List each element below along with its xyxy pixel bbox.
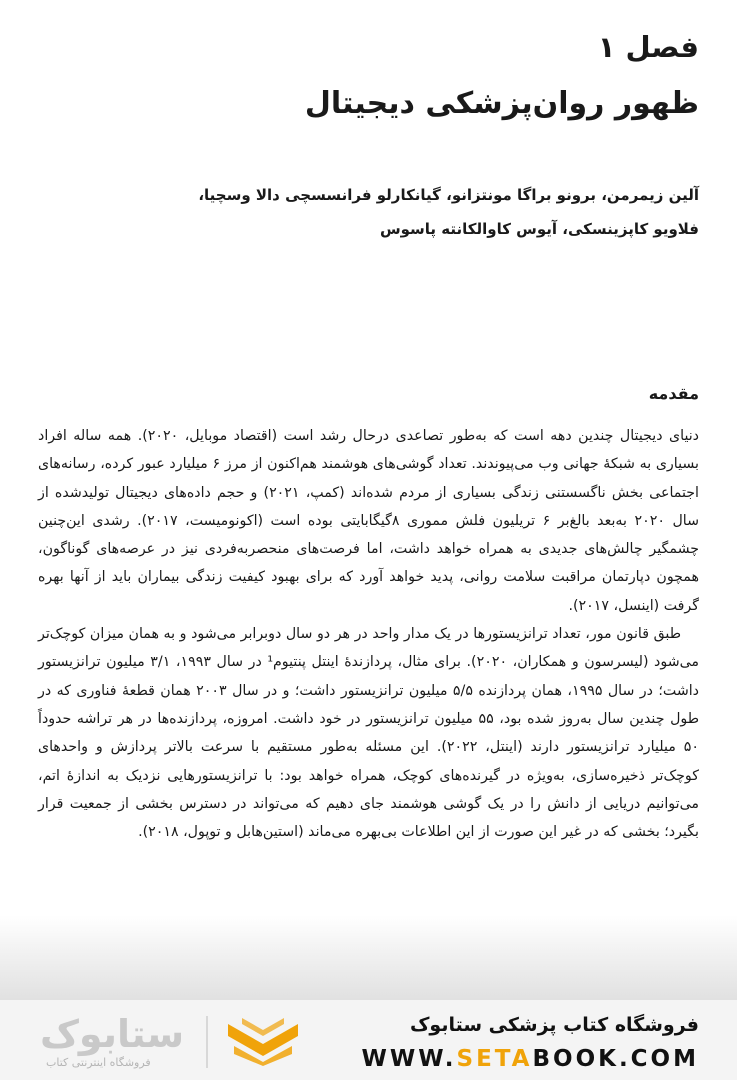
author-line-1: آلین زیمرمن، برونو براگا مونتزانو، گیانکارلو فرانسسچی دالا وسچیا، (198, 186, 699, 204)
store-name: فروشگاه کتاب پزشکی ستابوک (409, 1014, 699, 1036)
chapter-number: فصل ۱ (597, 30, 699, 64)
bottom-fade (0, 915, 737, 1000)
url-accent: SETA (456, 1046, 533, 1072)
url-prefix: WWW. (361, 1046, 457, 1072)
section-heading: مقدمه (648, 384, 699, 403)
url-suffix: BOOK.COM (532, 1046, 699, 1072)
logo-wordmark: ستابوک (40, 1012, 185, 1056)
paragraph-2: طبق قانون مور، تعداد ترانزیستورها در یک مدار واحد در هر دو سال دوبرابر می‌شود و به همان میزان کوچک‌تر می‌شود (لیسرسون و همکاران، ۲۰۲۰). برای مثال، پردازندهٔ اینتل پنتیوم¹ در سال ۱۹۹۳، ۳/۱ میلیون ترانزیستور داشت؛ در سال ۱۹۹۵، همان پردازنده ۵/۵ میلیون ترانزیستور داشت؛ و در سال ۲۰۰۳ همان قطعهٔ فناوری که در طول چندین سال به‌روز شده بود، ۵۵ میلیون ترانزیستور در خود داشت. امروزه، پردازنده‌ها در هر تراشه حدوداً ۵۰ میلیارد ترانزیستور دارند (اینتل، ۲۰۲۲). این مسئله به‌طور مستقیم با سرعت بالاتر پردازش و واحدهای کوچک‌تر ذخیره‌سازی، به‌ویژه در گیرنده‌های کوچک، همراه خواهد بود: با ترانزیستورهایی نزدیک به اندازهٔ اتم، می‌توانیم دریایی از دانش را در یک گوشی هوشمند جای دهیم که می‌تواند در دسترس بخشی از جمعیت قرار بگیرد؛ بخشی که در غیر این صورت از این اطلاعات بی‌بهره می‌ماند (استین‌هابل و توپول، ۲۰۱۸). (38, 626, 700, 841)
logo-tagline: فروشگاه اینترنتی کتاب (46, 1056, 151, 1069)
body-text (38, 422, 699, 846)
paragraph-1: دنیای دیجیتال چندین دهه است که به‌طور تصاعدی درحال رشد است (اقتصاد موبایل، ۲۰۲۰). همه ساله افراد بسیاری به شبکهٔ جهانی وب می‌پیوندند. تعداد گوشی‌های هوشمند هم‌اکنون از مرز ۶ میلیارد عبور کرده، رسانه‌های اجتماعی بخش ناگسستنی زندگی بسیاری از مردم شده‌اند (کمپ، ۲۰۲۱) و حجم داده‌های دیجیتال تولیدشده از سال ۲۰۲۰ به‌بعد بالغ‌بر ۶ تریلیون فلش مموری ۸گیگابایتی بوده است (اکونومیست، ۲۰۱۷). رشدی این‌چنین چشمگیر چالش‌های جدیدی به همراه خواهد داشت، اما فرصت‌های منحصربه‌فردی نیز در عرصه‌های گوناگون، همچون دپارتمان مراقبت سلامت روانی، پدید خواهد آورد که برای بهبود کیفیت زندگی بیماران باید از آنها بهره گرفت (اینسل، ۲۰۱۷). (38, 428, 699, 614)
chevron-logo-icon (228, 1018, 298, 1066)
author-line-2: فلاویو کاپزینسکی، آیوس کاوالکانته پاسوس (379, 220, 699, 238)
author-list (39, 178, 699, 246)
chapter-title: ظهور روان‌پزشکی دیجیتال (304, 86, 699, 121)
store-footer (0, 1000, 737, 1080)
store-url-link[interactable] (362, 1046, 699, 1072)
logo-divider (206, 1016, 208, 1068)
setabook-logo[interactable] (28, 1010, 298, 1072)
